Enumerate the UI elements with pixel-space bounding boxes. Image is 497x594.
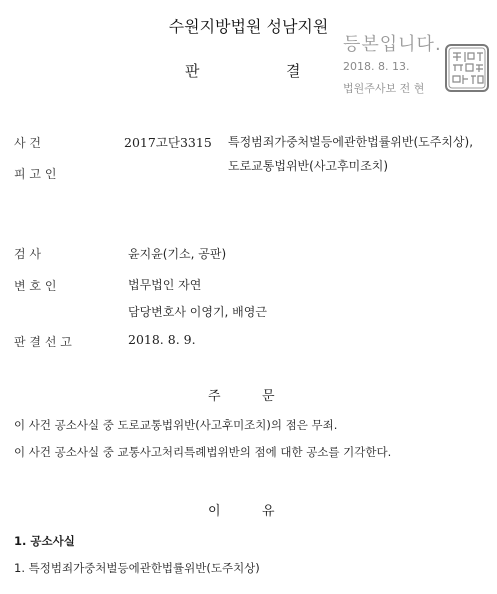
order-heading-char-2: 문 [262,389,275,404]
defense-firm: 법무법인 자연 [128,278,202,292]
case-label: 사 건 [14,136,41,150]
certified-copy-stamp: 등본입니다. [343,34,442,55]
reasons-section-1: 1. 공소사실 [14,534,75,548]
prosecutor-value: 윤지윤(기소, 공판) [128,247,227,261]
verdict-date-value: 2018. 8. 9. [128,332,196,347]
order-line-2: 이 사건 공소사실 중 교통사고처리특례법위반의 점에 대한 공소를 기각한다. [14,445,392,459]
reasons-heading-char-1: 이 [208,504,221,519]
offense-1: 특정범죄가중처벌등에관한법률위반(도주치상), [228,135,474,149]
order-heading-char-1: 주 [208,389,221,404]
reasons-heading-char-2: 유 [262,504,275,519]
verdict-date-label: 판 결 선 고 [14,335,72,349]
certified-date: 2018. 8. 13. [343,60,410,73]
clerk-line: 법원주사보 전 현 [343,82,425,95]
offense-2: 도로교통법위반(사고후미조치) [228,159,389,173]
reasons-item-1: 1. 특정범죄가중처벌등에관한법률위반(도주치상) [14,561,260,575]
prosecutor-label: 검 사 [14,247,41,261]
document-type-char-2: 결 [286,62,301,80]
defense-attorneys: 담당변호사 이영기, 배영근 [128,305,267,319]
defendant-label: 피 고 인 [14,167,57,181]
case-number: 2017고단3315 [124,135,212,150]
document-type-char-1: 판 [185,62,200,80]
court-name: 수원지방법원 성남지원 [168,17,329,36]
order-line-1: 이 사건 공소사실 중 도로교통법위반(사고후미조치)의 점은 무죄. [14,418,338,432]
official-seal-icon [445,44,489,92]
defense-label: 변 호 인 [14,279,57,293]
